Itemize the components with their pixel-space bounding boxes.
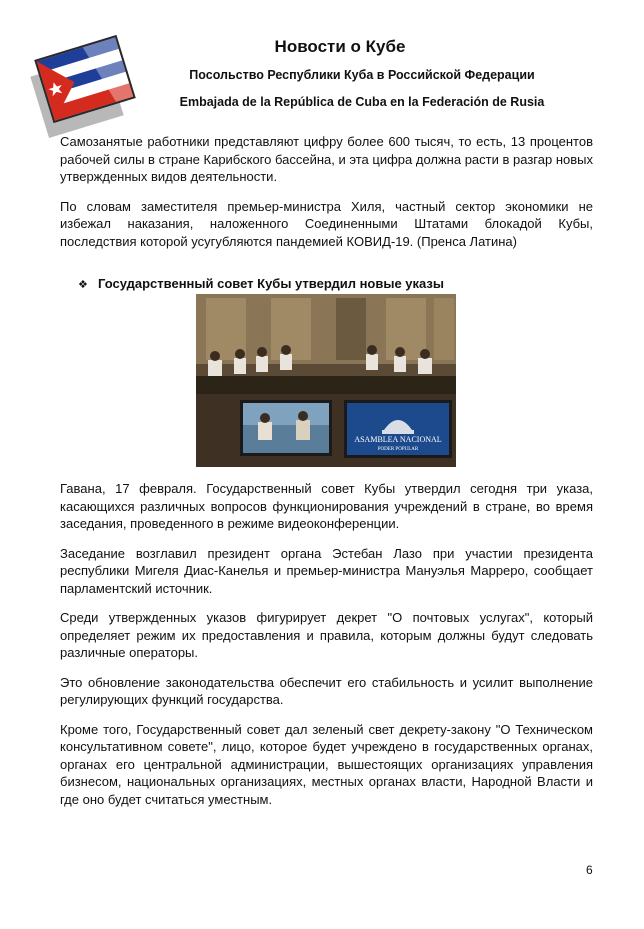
paragraph: По словам заместителя премьер-министра Хиля, частный сектор экономики не избежал наказания, наложенного Соединенными Штатами блокадой Кубы, последствия которой усугубляются пандемией КОВИД-19. (Пренса Латина) <box>60 198 593 249</box>
meeting-photo <box>196 294 456 467</box>
embassy-name-russian: Посольство Республики Куба в Российской Федерации <box>189 68 535 82</box>
paragraph: Кроме того, Государственный совет дал зеленый свет декрету-закону "О Техническом консультативном совете", лицо, которое будет учреждено в государственных органах, органах его центральной администрации, вышестоящих организациях управления бизнесом, национальных организациях, местных органах власти, Народной Власти и где оно будет считаться уместным. <box>60 721 593 807</box>
embassy-name-spanish: Embajada de la República de Cuba en la Federación de Rusia <box>179 95 545 109</box>
intro-text <box>60 133 593 262</box>
paragraph: Это обновление законодательства обеспечит его стабильность и усилит выполнение регулирующих функций государства. <box>60 674 593 707</box>
screen-caption-line1: ASAMBLEA NACIONAL <box>354 435 442 444</box>
headline-text: Государственный совет Кубы утвердил новые указы <box>98 276 444 291</box>
article-headline <box>78 276 444 291</box>
article-body <box>60 480 593 820</box>
paragraph: Гавана, 17 февраля. Государственный совет Кубы утвердил сегодня три указа, касающихся различных вопросов функционирования учреждений в стране, во время заседания, проведенного в режиме видеоконференции. <box>60 481 593 531</box>
screen-caption-line2: PODER POPULAR <box>377 447 419 452</box>
paragraph: Заседание возглавил президент органа Эстебан Лазо при участии президента республики Мигеля Диас-Канелья и премьер-министра Мануэлья Марреро, сообщает парламентский источник. <box>60 545 593 596</box>
bullet-icon: ❖ <box>78 279 88 291</box>
page-number: 6 <box>586 863 593 877</box>
paragraph: Самозанятые работники представляют цифру более 600 тысяч, то есть, 13 процентов рабочей силы в стране Карибского бассейна, и эта цифра должна расти в разгар новых утвержденных видов деятельности. <box>60 134 593 184</box>
paragraph: Среди утвержденных указов фигурирует декрет "О почтовых услугах", который определяет режим их предоставления и правила, которым должны будут следовать различные операторы. <box>60 610 593 660</box>
page-title: Новости о Кубе <box>274 37 406 56</box>
